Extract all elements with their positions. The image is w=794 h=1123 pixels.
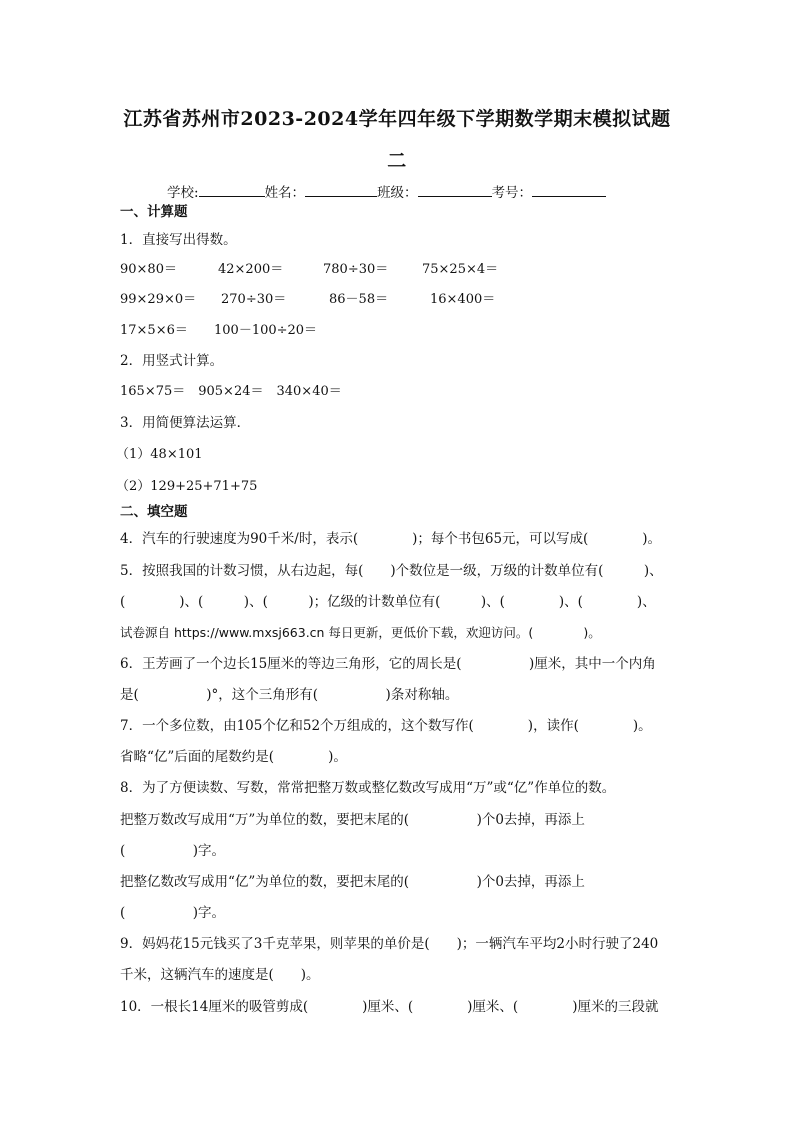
question-8-line-2: 把整万数改写成用“万”为单位的数，要把末尾的( )个0去掉，再添上 (120, 812, 585, 828)
exam-title: 江苏省苏州市2023-2024学年四年级下学期数学期末模拟试题 (123, 108, 671, 130)
calc-item: 42×200＝ (218, 262, 284, 277)
school-blank (199, 182, 265, 197)
question-8-line-1: 8．为了方便读数、写数，常常把整万数或整亿数改写成用“万”或“亿”作单位的数。 (120, 780, 616, 796)
question-6-line-2: 是( )°，这个三角形有( )条对称轴。 (120, 687, 459, 703)
question-2: 2．用竖式计算。 (120, 353, 224, 369)
calc-item: 100－100÷20＝ (214, 323, 318, 338)
section-heading-fill: 二、填空题 (120, 504, 188, 520)
class-label: 班级： (377, 185, 418, 201)
calc-items-vertical: 165×75＝ 905×24＝ 340×40＝ (120, 384, 342, 399)
section-heading-calc: 一、计算题 (120, 204, 188, 220)
question-4: 4．汽车的行驶速度为90千米/时，表示( )；每个书包65元，可以写成( )。 (120, 531, 662, 547)
calc-item: 16×400＝ (430, 292, 496, 307)
exam-title-suffix: 二 (387, 150, 407, 172)
name-label: 姓名： (264, 185, 306, 201)
school-label: 学校: (167, 185, 199, 201)
question-3-part-2: （2）129+25+71+75 (116, 479, 258, 494)
calc-item: 75×25×4＝ (422, 262, 499, 277)
question-8-line-5: ( )字。 (120, 905, 226, 921)
question-10-line-1: 10．一根长14厘米的吸管剪成( )厘米、( )厘米、( )厘米的三段就 (120, 999, 659, 1015)
exam-number-label: 考号： (491, 185, 533, 201)
question-7-line-2: 省略“亿”后面的尾数约是( )。 (120, 749, 347, 765)
question-9-line-2: 千米，这辆汽车的速度是( )。 (120, 967, 320, 983)
calc-item: 780÷30＝ (323, 262, 389, 277)
question-8-line-3: ( )字。 (120, 843, 226, 859)
question-3-part-1: （1）48×101 (116, 447, 203, 462)
question-5-line-3: 试卷源自 https://www.mxsj663.cn 每日更新，更低价下载，欢迎访问。( )。 (120, 625, 601, 640)
question-3: 3．用简便算法运算． (120, 415, 251, 431)
question-5-line-2: ( )、( )、( )；亿级的计数单位有( )、( )、( )、 (120, 594, 656, 610)
exam-number-blank (532, 182, 606, 197)
calc-item: 17×5×6＝ (120, 323, 188, 338)
question-6-line-1: 6．王芳画了一个边长15厘米的等边三角形，它的周长是( )厘米，其中一个内角 (120, 656, 656, 672)
name-blank (305, 182, 377, 197)
calc-item: 270÷30＝ (221, 292, 287, 307)
question-5-line-1: 5．按照我国的计数习惯，从右边起，每( )个数位是一级，万级的计数单位有( )、 (120, 563, 663, 579)
calc-item: 86－58＝ (329, 292, 389, 307)
question-9-line-1: 9．妈妈花15元钱买了3千克苹果，则苹果的单价是( )；一辆汽车平均2小时行驶了240 (120, 936, 659, 952)
student-info-row (167, 181, 606, 201)
question-7-line-1: 7．一个多位数，由105个亿和52个万组成的，这个数写作( )，读作( )。 (120, 718, 652, 734)
class-blank (418, 182, 492, 197)
calc-item: 99×29×0＝ (120, 292, 197, 307)
question-1: 1．直接写出得数。 (120, 232, 237, 248)
calc-item: 90×80＝ (120, 262, 177, 277)
question-8-line-4: 把整亿数改写成用“亿”为单位的数，要把末尾的( )个0去掉，再添上 (120, 874, 585, 890)
